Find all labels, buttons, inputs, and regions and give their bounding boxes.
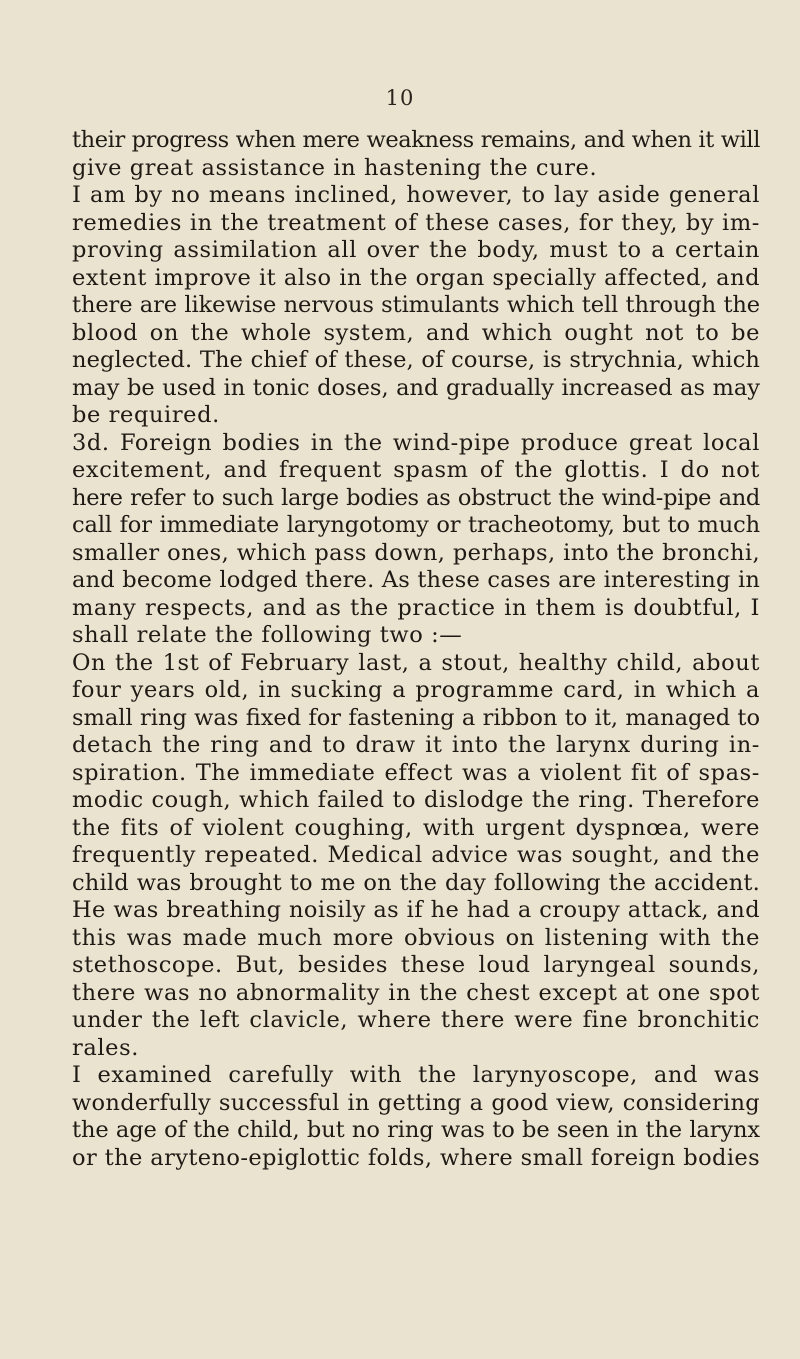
- text-line: be required.: [72, 402, 220, 428]
- text-line: may be used in tonic doses, and gradually increased as may: [72, 374, 760, 401]
- text-line: there are likewise nervous stimulants which tell through the: [72, 292, 760, 318]
- text-line: four years old, in sucking a programme card, in which a: [72, 677, 760, 703]
- text-line: under the left clavicle, where there were fine bronchitic: [72, 1007, 760, 1033]
- text-line: remedies in the treatment of these cases, for they, by im-: [72, 209, 760, 236]
- text-line: frequently repeated. Medical advice was sought, and the: [72, 842, 760, 868]
- page-number: 10: [385, 86, 415, 110]
- text-line: the fits of violent coughing, with urgent dyspnœa, were: [72, 814, 760, 841]
- text-line: excitement, and frequent spasm of the glottis. I do not: [72, 457, 760, 483]
- text-line: and become lodged there. As these cases are interesting in: [72, 567, 761, 593]
- text-line: proving assimilation all over the body, must to a certain: [72, 237, 760, 263]
- text-line: stethoscope. But, besides these loud laryngeal sounds,: [72, 952, 760, 978]
- text-line: or the aryteno-epiglottic folds, where small foreign bodies: [72, 1144, 761, 1171]
- text-line: many respects, and as the practice in them is doubtful, I: [72, 594, 760, 621]
- text-line: this was made much more obvious on listening with the: [72, 924, 760, 951]
- text-line: 3d. Foreign bodies in the wind-pipe produce great local: [72, 429, 760, 456]
- text-line: spiration. The immediate effect was a violent fit of spas-: [72, 759, 760, 786]
- text-line: modic cough, which failed to dislodge the ring. Therefore: [72, 787, 760, 813]
- text-line: the age of the child, but no ring was to be seen in the larynx: [72, 1117, 760, 1143]
- text-line: extent improve it also in the organ specially affected, and: [72, 264, 760, 291]
- text-line: wonderfully successful in getting a good view, considering: [72, 1089, 760, 1116]
- text-line: He was breathing noisily as if he had a croupy attack, and: [72, 897, 760, 923]
- text-line: call for immediate laryngotomy or tracheotomy, but to much: [72, 512, 760, 538]
- text-line: rales.: [72, 1034, 139, 1061]
- text-line: detach the ring and to draw it into the larynx during in-: [72, 732, 760, 758]
- text-line: neglected. The chief of these, of course, is strychnia, which: [72, 347, 760, 373]
- text-line: child was brought to me on the day following the accident.: [72, 869, 760, 896]
- text-line: smaller ones, which pass down, perhaps, into the bronchi,: [72, 539, 760, 566]
- text-line: small ring was fixed for fastening a ribbon to it, managed to: [72, 704, 760, 731]
- text-line: I examined carefully with the larynyoscope, and was: [72, 1062, 760, 1088]
- text-line: shall relate the following two :—: [72, 622, 463, 648]
- text-line: there was no abnormality in the chest except at one spot: [72, 979, 760, 1006]
- text-line: On the 1st of February last, a stout, healthy child, about: [72, 649, 760, 676]
- text-line: give great assistance in hastening the cure.: [72, 154, 598, 181]
- body-text: [72, 127, 760, 1172]
- text-line: I am by no means inclined, however, to lay aside general: [72, 182, 760, 208]
- text-line: here refer to such large bodies as obstruct the wind-pipe and: [72, 484, 760, 511]
- text-line: their progress when mere weakness remains, and when it will: [72, 127, 760, 153]
- text-line: blood on the whole system, and which ought not to be: [72, 319, 760, 346]
